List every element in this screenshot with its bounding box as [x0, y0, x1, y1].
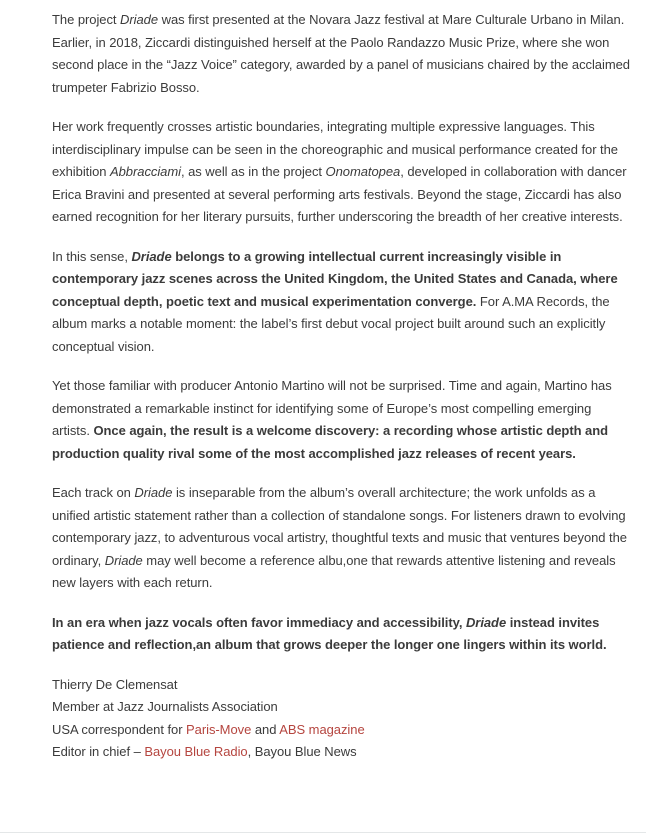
text-run: Yet those familiar with producer Antonio Martino will not be surprised. Time and again, Martino has demonstrated a remarkable instinct for identifying some of Europe’s most compelling emerging artists.	[52, 378, 612, 438]
text-run: Onomatopea	[325, 164, 401, 179]
paragraph	[52, 375, 630, 465]
text-run: Driade	[104, 552, 143, 568]
text-run: Driade	[131, 248, 172, 264]
text-run: Driade	[134, 485, 173, 500]
article-body	[52, 9, 630, 657]
text-run: Thierry De Clemensat	[52, 676, 178, 692]
text-run: Once again, the result is a welcome discovery: a recording whose artistic depth and production quality rival some of the most accomplished jazz releases of recent years.	[52, 423, 609, 461]
signature-line	[52, 674, 630, 697]
bayou-blue-radio-link[interactable]: Bayou Blue Radio	[144, 744, 248, 759]
text-run: , developed in collaboration with dancer Erica Bravini and presented at several performing arts festivals. Beyond the stage, Ziccardi has also earned recognition for her literary pursuits, further underscoring the breadth of her creative interests.	[52, 164, 627, 224]
signature-line	[52, 696, 630, 719]
paragraph	[52, 9, 630, 99]
text-run: Driade	[120, 12, 159, 27]
abs-magazine-link[interactable]: ABS magazine	[279, 721, 365, 737]
text-run: is inseparable from the album’s overall architecture; the work unfolds as a unified artistic statement rather than a collection of standalone songs. For listeners drawn to evolving contemporary jazz, to adventurous vocal artistry, thoughtful texts and music that ventures beyond the ordinary,	[52, 485, 627, 568]
text-run: Driade	[465, 614, 507, 630]
text-run: USA correspondent for	[52, 721, 187, 737]
text-run: In an era when jazz vocals often favor immediacy and accessibility,	[52, 614, 466, 630]
text-run: instead invites patience and reflection,an album that grows deeper the longer one lingers within its world.	[52, 614, 607, 652]
signature-block	[52, 674, 630, 764]
text-run: , as well as in the project	[180, 164, 326, 179]
text-run: Each track on	[52, 485, 135, 500]
text-run: belongs to a growing intellectual current increasingly visible in contemporary jazz scenes across the United Kingdom, the United States and Canada, where conceptual depth, poetic text and musical experimentation converge.	[52, 248, 618, 309]
signature-line	[52, 741, 630, 764]
text-run: and	[251, 721, 280, 737]
text-run: Editor in chief –	[52, 744, 145, 759]
text-run: may well become a reference albu,one that rewards attentive listening and reveals new layers with each return.	[52, 552, 616, 590]
bottom-divider	[0, 832, 646, 833]
paragraph	[52, 116, 630, 229]
paragraph	[52, 612, 630, 657]
text-run: The project	[52, 12, 121, 27]
text-run: Her work frequently crosses artistic boundaries, integrating multiple expressive languages. This interdisciplinary impulse can be seen in the choreographic and musical performance created for the exhibition	[52, 119, 618, 179]
text-run: Member at Jazz Journalists Association	[52, 699, 278, 714]
text-run: In this sense,	[52, 248, 132, 264]
signature-line	[52, 719, 630, 742]
text-run: was first presented at the Novara Jazz festival at Mare Culturale Urbano in Milan. Earlier, in 2018, Ziccardi distinguished herself at the Paolo Randazzo Music Prize, where she won second place in the “Jazz Voice” category, awarded by a panel of musicians chaired by the acclaimed trumpeter Fabrizio Bosso.	[52, 12, 630, 95]
paragraph	[52, 246, 630, 359]
text-run: For A.MA Records, the album marks a notable moment: the label’s first debut vocal project built around such an explicitly conceptual vision.	[52, 293, 610, 354]
text-run: Abbracciami	[110, 164, 181, 179]
text-run: , Bayou Blue News	[247, 744, 357, 759]
paris-move-link[interactable]: Paris-Move	[186, 721, 252, 737]
paragraph	[52, 482, 630, 595]
